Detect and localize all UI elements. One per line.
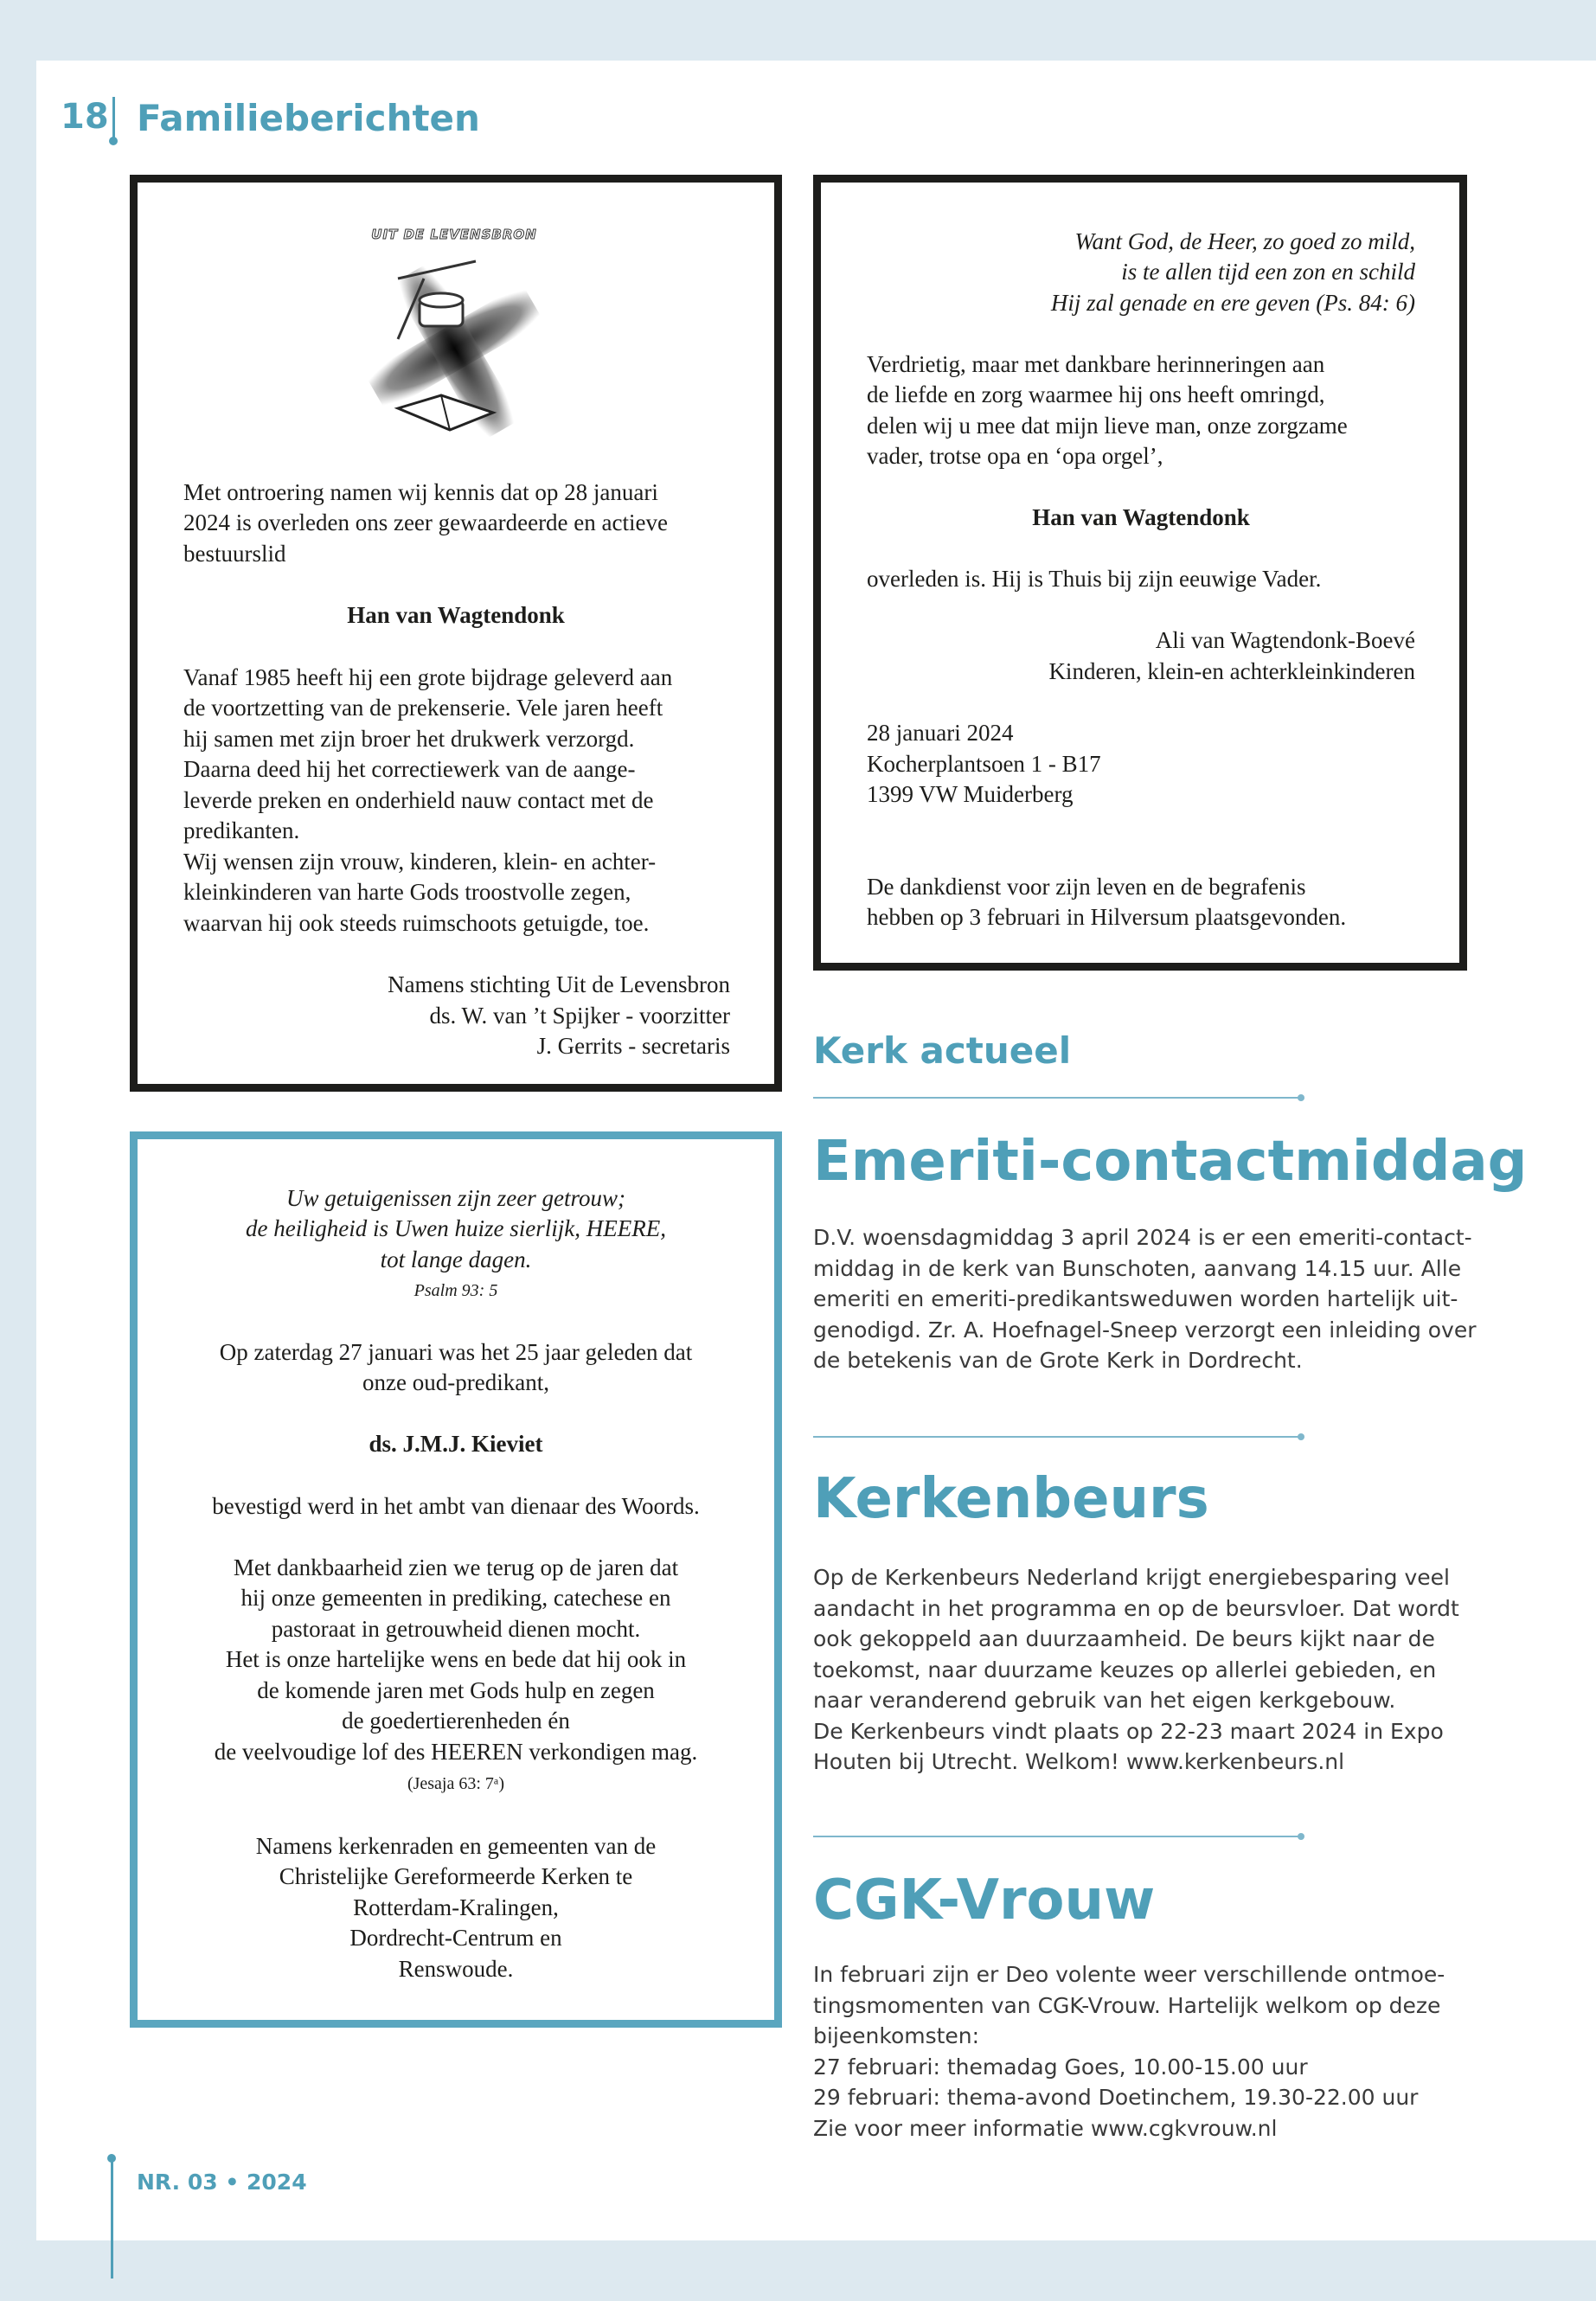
logo-text: UIT DE LEVENSBRON	[371, 227, 537, 242]
box3-signature-4: Dordrecht-Centrum en	[349, 1925, 562, 1951]
box2-closing-1: De dankdienst voor zijn leven en de begrafenis	[867, 874, 1306, 900]
box2-address-2: Kocherplantsoen 1 - B17	[867, 751, 1101, 777]
box1-body-6: predikanten.	[183, 817, 300, 843]
news-title-kerkenbeurs: Kerkenbeurs	[813, 1467, 1209, 1531]
box3-body-4: Het is onze hartelijke wens en bede dat hij ook in	[225, 1646, 687, 1672]
box3-intro-1: Op zaterdag 27 januari was het 25 jaar geleden dat	[219, 1339, 693, 1365]
box3-intro-2: onze oud-predikant,	[362, 1369, 549, 1395]
box1-body-2: de voortzetting van de prekenserie. Vele jaren heeft	[183, 695, 663, 721]
box3-signature-5: Renswoude.	[398, 1956, 514, 1982]
news-divider	[813, 1097, 1301, 1099]
box2-address-1: 28 januari 2024	[867, 720, 1014, 746]
box3-body-5: de komende jaren met Gods hulp en zegen	[257, 1677, 655, 1703]
footer-divider	[111, 2157, 113, 2279]
news-line: tingsmomenten van CGK-Vrouw. Hartelijk welkom op deze	[813, 1992, 1441, 2018]
news-line: middag in de kerk van Bunschoten, aanvang 14.15 uur. Alle	[813, 1255, 1462, 1281]
news-line: D.V. woensdagmiddag 3 april 2024 is er een emeriti-contact-	[813, 1225, 1472, 1250]
news-line: toekomst, naar duurzame keuzes op allerlei gebieden, en	[813, 1657, 1437, 1682]
box1-body-5: leverde preken en onderhield nauw contact met de	[183, 787, 654, 813]
box3-body-ref: (Jesaja 63: 7ᵃ)	[407, 1774, 505, 1793]
news-line: Houten bij Utrecht. Welkom! www.kerkenbeurs.nl	[813, 1749, 1345, 1774]
box1-signature-2: ds. W. van ’t Spijker - voorzitter	[429, 1003, 730, 1029]
news-line: genodigd. Zr. A. Hoefnagel-Sneep verzorgt een inleiding over	[813, 1317, 1477, 1343]
box1-signature-3: J. Gerrits - secretaris	[536, 1033, 730, 1059]
news-title-cgk-vrouw: CGK-Vrouw	[813, 1868, 1156, 1932]
box2-verse-1: Want God, de Heer, zo goed zo mild,	[1074, 228, 1415, 254]
box1-body-7: Wij wensen zijn vrouw, kinderen, klein- en achter-	[183, 849, 657, 875]
news-line: Zie voor meer informatie www.cgkvrouw.nl	[813, 2115, 1278, 2141]
news-body-cgk-vrouw	[813, 1959, 1471, 2144]
box3-signature-1: Namens kerkenraden en gemeenten van de	[255, 1833, 657, 1859]
box3-signature-2: Christelijke Gereformeerde Kerken te	[279, 1863, 633, 1889]
box2-verse-3: Hij zal genade en ere geven (Ps. 84: 6)	[1050, 290, 1415, 316]
box1-name: Han van Wagtendonk	[347, 602, 565, 628]
news-body-emeriti	[813, 1222, 1477, 1376]
box3-body-1: Met dankbaarheid zien we terug op de jaren dat	[233, 1554, 679, 1580]
box1-intro-3: bestuurslid	[183, 541, 286, 567]
issue-number: NR. 03 • 2024	[137, 2170, 307, 2195]
box2-verse-2: is te allen tijd een zon en schild	[1121, 259, 1415, 285]
box3-body-3: pastoraat in getrouwheid dienen mocht.	[271, 1616, 641, 1642]
box1-body-4: Daarna deed hij het correctiewerk van de aange-	[183, 756, 636, 782]
news-line: 29 februari: thema-avond Doetinchem, 19.30-22.00 uur	[813, 2085, 1419, 2110]
news-line: ook gekoppeld aan duurzaamheid. De beurs kijkt naar de	[813, 1626, 1435, 1651]
box3-verse-ref: Psalm 93: 5	[413, 1281, 498, 1300]
box1-intro-1: Met ontroering namen wij kennis dat op 28 januari	[183, 479, 658, 505]
levensbron-logo	[346, 227, 562, 452]
news-title-emeriti: Emeriti-contactmiddag	[813, 1130, 1528, 1194]
box2-intro-3: delen wij u mee dat mijn lieve man, onze zorgzame	[867, 413, 1348, 439]
box2-address-3: 1399 VW Muiderberg	[867, 781, 1074, 807]
news-line: In februari zijn er Deo volente weer verschillende ontmoe-	[813, 1962, 1445, 1987]
box3-ministry: bevestigd werd in het ambt van dienaar des Woords.	[212, 1493, 700, 1519]
box2-closing-2: hebben op 3 februari in Hilversum plaatsgevonden.	[867, 904, 1347, 930]
box2-family-2: Kinderen, klein-en achterkleinkinderen	[1048, 658, 1415, 684]
box3-body-6: de goedertierenheden én	[342, 1708, 570, 1734]
box2-intro-4: vader, trotse opa en ‘opa orgel’,	[867, 443, 1163, 469]
box1-body-1: Vanaf 1985 heeft hij een grote bijdrage geleverd aan	[183, 664, 673, 690]
news-line: naar veranderend gebruik van het eigen kerkgebouw.	[813, 1688, 1396, 1713]
box1-signature-1: Namens stichting Uit de Levensbron	[388, 971, 730, 997]
box2-intro-1: Verdrietig, maar met dankbare herinneringen aan	[867, 351, 1325, 377]
section-title: Familieberichten	[137, 97, 480, 139]
news-line: 27 februari: themadag Goes, 10.00-15.00 uur	[813, 2054, 1308, 2080]
news-body-kerkenbeurs	[813, 1562, 1471, 1778]
news-line: bijeenkomsten:	[813, 2023, 980, 2048]
news-line: emeriti en emeriti-predikantsweduwen worden hartelijk uit-	[813, 1286, 1458, 1311]
news-line: Op de Kerkenbeurs Nederland krijgt energiebesparing veel	[813, 1565, 1450, 1590]
box2-after: overleden is. Hij is Thuis bij zijn eeuwige Vader.	[867, 566, 1322, 592]
box3-verse-2: de heiligheid is Uwen huize sierlijk, HEERE,	[246, 1215, 666, 1241]
well-cross-icon	[346, 244, 562, 469]
news-divider	[813, 1436, 1301, 1438]
box2-intro-2: de liefde en zorg waarmee hij ons heeft omringd,	[867, 381, 1325, 407]
box3-verse-1: Uw getuigenissen zijn zeer getrouw;	[286, 1185, 625, 1211]
box2-name: Han van Wagtendonk	[1032, 504, 1250, 530]
box2-family-1: Ali van Wagtendonk-Boevé	[1155, 627, 1415, 653]
page-number: 18	[61, 97, 109, 137]
box1-body-8: kleinkinderen van harte Gods troostvolle zegen,	[183, 879, 631, 905]
box3-verse-3: tot lange dagen.	[380, 1247, 532, 1272]
box3-signature-3: Rotterdam-Kralingen,	[353, 1894, 559, 1920]
box1-intro-2: 2024 is overleden ons zeer gewaardeerde en actieve	[183, 510, 668, 535]
news-divider	[813, 1836, 1301, 1837]
box1-body-9: waarvan hij ook steeds ruimschoots getuigde, toe.	[183, 910, 650, 936]
news-line: aandacht in het programma en op de beursvloer. Dat wordt	[813, 1595, 1459, 1621]
news-section-label: Kerk actueel	[813, 1029, 1072, 1072]
box3-name: ds. J.M.J. Kieviet	[369, 1431, 543, 1457]
news-line: De Kerkenbeurs vindt plaats op 22-23 maart 2024 in Expo	[813, 1718, 1444, 1744]
box3-body-7: de veelvoudige lof des HEEREN verkondigen mag.	[214, 1739, 698, 1765]
box1-body-3: hij samen met zijn broer het drukwerk verzorgd.	[183, 726, 635, 752]
news-line: de betekenis van de Grote Kerk in Dordrecht.	[813, 1348, 1303, 1373]
header-divider	[112, 97, 115, 142]
box3-body-2: hij onze gemeenten in prediking, catechese en	[240, 1585, 671, 1611]
